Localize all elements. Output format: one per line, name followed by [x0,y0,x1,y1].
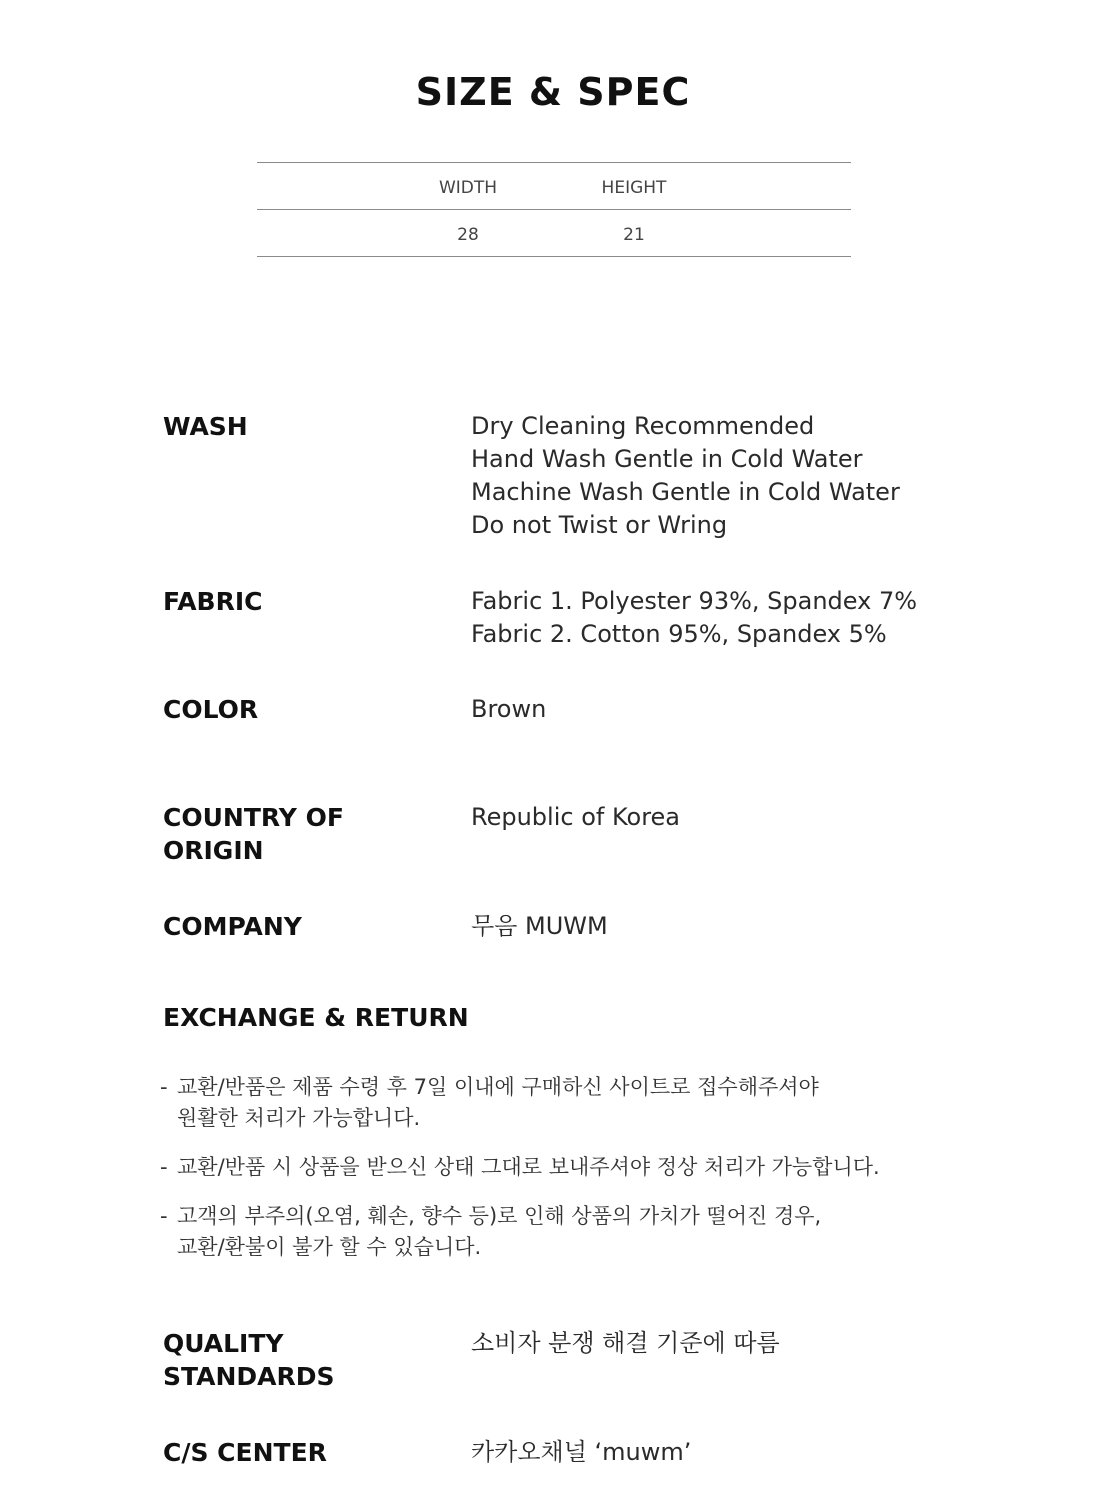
fabric-line: Fabric 1. Polyester 93%, Spandex 7% [471,587,918,615]
color-label: COLOR [163,695,259,724]
fabric-label: FABRIC [163,587,263,616]
wash-line: Hand Wash Gentle in Cold Water [471,445,863,473]
exchange-note [160,1072,1040,1134]
note-line: 교환/반품은 제품 수령 후 7일 이내에 구매하신 사이트로 접수해주셔야 [177,1075,819,1099]
country-value: Republic of Korea [471,803,681,831]
fabric-value [471,585,1071,651]
color-value: Brown [471,695,547,723]
exchange-note [160,1201,1040,1263]
exchange-note [160,1152,1040,1183]
country-label [163,801,463,867]
company-label: COMPANY [163,912,302,941]
country-label-line: ORIGIN [163,836,264,865]
quality-value: 소비자 분쟁 해결 기준에 따름 [471,1329,780,1357]
bullet-dash: - [160,1075,168,1099]
wash-value [471,410,1071,542]
quality-label [163,1327,463,1393]
page-title: SIZE & SPEC [415,70,691,114]
note-line: 고객의 부주의(오염, 훼손, 향수 등)로 인해 상품의 가치가 떨어진 경우, [177,1204,822,1228]
wash-line: Do not Twist or Wring [471,511,728,539]
fabric-line: Fabric 2. Cotton 95%, Spandex 5% [471,620,887,648]
size-header-row [257,162,851,209]
company-value: 무음 MUWM [471,912,608,940]
wash-line: Dry Cleaning Recommended [471,412,815,440]
note-line: 원활한 처리가 가능합니다. [177,1106,421,1130]
exchange-notes [160,1072,1040,1281]
exchange-heading: EXCHANGE & RETURN [163,1003,469,1032]
bullet-dash: - [160,1155,168,1179]
quality-label-line: QUALITY [163,1329,284,1358]
wash-line: Machine Wash Gentle in Cold Water [471,478,900,506]
height-value: 21 [623,225,645,245]
cs-center-value: 카카오채널 ‘muwm’ [471,1438,692,1466]
note-line: 교환/반품 시 상품을 받으신 상태 그대로 보내주셔야 정상 처리가 가능합니다. [177,1155,880,1179]
cs-center-label: C/S CENTER [163,1438,327,1467]
note-line: 교환/환불이 불가 할 수 있습니다. [177,1235,482,1259]
wash-label: WASH [163,412,248,441]
bullet-dash: - [160,1204,168,1228]
country-label-line: COUNTRY OF [163,803,344,832]
width-header: WIDTH [438,178,498,198]
quality-label-line: STANDARDS [163,1362,335,1391]
width-value: 28 [457,225,479,245]
size-table [257,162,851,257]
height-header: HEIGHT [601,178,667,198]
size-value-row [257,209,851,257]
